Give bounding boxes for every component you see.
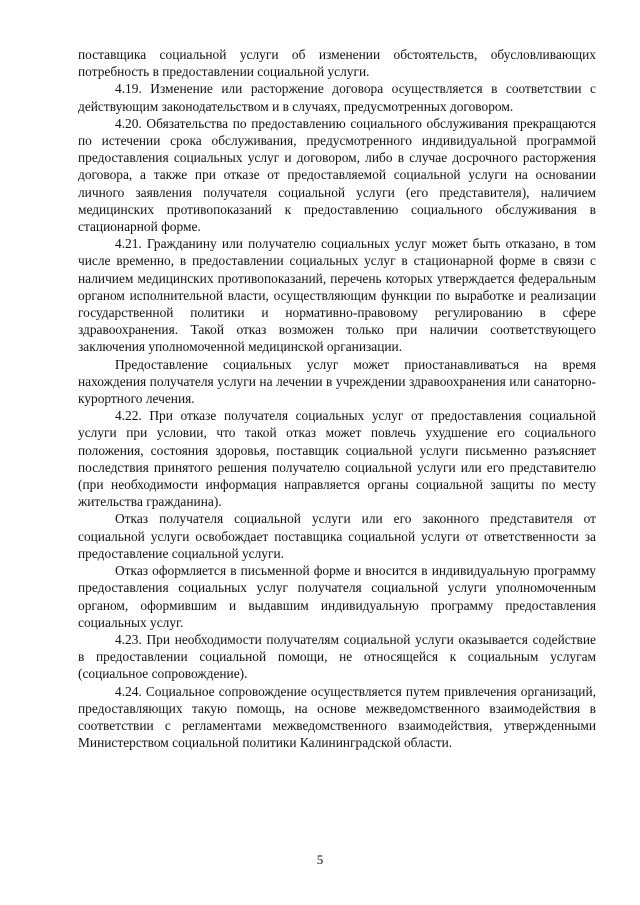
paragraph-suspension: Предоставление социальных услуг может приостанавливаться на время нахождения получателя услуги на лечении в учреждении здравоохранения или санаторно-курортного лечения. xyxy=(78,356,596,407)
paragraph-4-24: 4.24. Социальное сопровождение осуществляется путем привлечения организаций, предоставляющих такую помощь, на основе межведомственного взаимодействия в соответствии с регламентами межведомственного взаимодействия, утвержденными Министерством социальной политики Калининградской области. xyxy=(78,683,596,751)
paragraph-4-22: 4.22. При отказе получателя социальных услуг от предоставления социальной услуги при условии, что такой отказ может повлечь ухудшение его социального положения, состояния здоровья, поставщик социальной услуги письменно разъясняет последствия принятого решения получателю социальной услуги или его представителю (при необходимости информация направляется органы социальной защиты по месту жительства гражданина). xyxy=(78,408,596,510)
paragraph-4-21: 4.21. Гражданину или получателю социальных услуг может быть отказано, в том числе временно, в предоставлении социальных услуг в стационарной форме в связи с наличием медицинских противопоказаний, перечень которых утверждается федеральным органом исполнительной власти, осуществляющим функции по выработке и реализации государственной политики и нормативно-правовому регулированию в сфере здравоохранения. Такой отказ возможен только при наличии соответствующего заключения уполномоченной медицинской организации. xyxy=(78,236,596,355)
paragraph-4-23: 4.23. При необходимости получателям социальной услуги оказывается содействие в предоставлении социальной помощи, не относящейся к социальным услугам (социальное сопровождение). xyxy=(78,631,596,682)
paragraph-4-20: 4.20. Обязательства по предоставлению социального обслуживания прекращаются по истечении срока обслуживания, предусмотренного индивидуальной программой предоставления социальных услуг и договором, либо в случае досрочного расторжения договора, а также при отказе от предоставляемой социальной услуги на основании личного заявления получателя социальной услуги (его представителя), наличием медицинских противопоказаний к предоставлению социального обслуживания в стационарной форме. xyxy=(78,115,596,235)
page-number: 5 xyxy=(316,852,324,867)
paragraph-refusal-form: Отказ оформляется в письменной форме и вносится в индивидуальную программу предоставления социальных услуг получателя социальной услуги уполномоченным органом, оформившим и выдавшим индивидуальную программу предоставления социальных услуг. xyxy=(78,563,596,630)
paragraph-continuation: поставщика социальной услуги об изменении обстоятельств, обусловливающих потребность в предоставлении социальной услуги. xyxy=(78,47,596,80)
paragraph-4-19: 4.19. Изменение или расторжение договора осуществляется в соответствии с действующим законодательством и в случаях, предусмотренных договором. xyxy=(78,81,596,114)
document-page xyxy=(78,46,596,751)
paragraph-refusal-release: Отказ получателя социальной услуги или его законного представителя от социальной услуги освобождает поставщика социальной услуги от ответственности за предоставление социальной услуги. xyxy=(78,511,596,561)
